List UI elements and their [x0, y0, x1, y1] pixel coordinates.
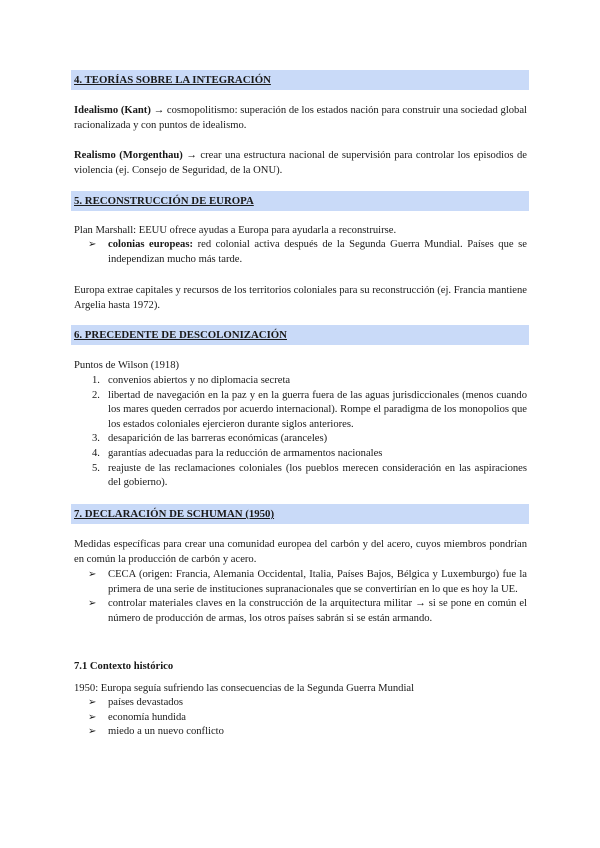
list-text: convenios abiertos y no diplomacia secreta — [108, 375, 291, 386]
list-text: países devastados — [108, 697, 184, 708]
list-text: desaparición de las barreras económicas (aranceles) — [108, 433, 328, 445]
list-text: miedo a un nuevo conflicto — [108, 726, 224, 738]
section-6-heading: 6. PRECEDENTE DE DESCOLONIZACIÓN — [71, 325, 529, 345]
extraction-paragraph: Europa extrae capitales y recursos de los territorios coloniales para su reconstrucción (ej. Francia mantiene Argelia hasta 1972). — [74, 285, 527, 311]
list-text: economía hundida — [108, 711, 186, 723]
colonies-list — [74, 238, 527, 267]
idealism-term: Idealismo (Kant) — [74, 105, 151, 116]
arrow-bullet-icon: ➢ — [88, 726, 97, 738]
idealism-paragraph — [74, 104, 527, 133]
list-text: reajuste de las reclamaciones coloniales (los pueblos merecen consideración en las aspiraciones del gobierno). — [108, 462, 527, 489]
list-text: controlar materiales claves en la construcción de la arquitectura militar → si se pone en común el número de producción de armas, los otros países sabrán si se están armando. — [108, 598, 527, 624]
schuman-bullets — [74, 568, 527, 626]
arrow-bullet-icon: ➢ — [88, 697, 97, 708]
realism-term: Realismo (Morgenthau) — [74, 150, 183, 161]
list-text: libertad de navegación en la paz y en la guerra fuera de las aguas jurisdiccionales (menos cuando los mares queden cerrados por acuerdo internacional). Rompe el paradigma de los monopolios que los estados coloniales ejercieron durante siglos anteriores. — [108, 389, 527, 430]
realism-text: → crear una estructura nacional de supervisión para controlar los episodios de violencia (ej. Consejo de Seguridad, de la ONU). — [74, 150, 527, 176]
schuman-intro: Medidas específicas para crear una comunidad europea del carbón y del acero, cuyos miembros pondrían en común la producción de carbón y acero. — [74, 539, 527, 565]
list-number: 2. — [92, 389, 100, 401]
list-item — [74, 696, 527, 711]
list-item — [74, 597, 527, 626]
realism-paragraph — [74, 149, 527, 178]
section-5-heading: 5. RECONSTRUCCIÓN DE EUROPA — [71, 191, 529, 211]
subsection-7-1-heading: 7.1 Contexto histórico — [74, 661, 174, 672]
list-text: CECA (origen: Francia, Alemania Occidental, Italia, Países Bajos, Bélgica y Luxemburgo) fue la primera de una serie de instituciones supranacionales que se convertirían en lo que es hoy la UE. — [108, 569, 527, 595]
list-item — [74, 568, 527, 597]
section-4-heading: 4. TEORÍAS SOBRE LA INTEGRACIÓN — [71, 70, 529, 90]
list-item — [74, 389, 527, 433]
list-item — [74, 447, 527, 462]
list-number: 4. — [92, 447, 100, 459]
section-7-heading: 7. DECLARACIÓN DE SCHUMAN (1950) — [71, 504, 529, 524]
colonies-term: colonias europeas: — [108, 239, 194, 250]
arrow-bullet-icon: ➢ — [88, 598, 97, 610]
list-item — [74, 374, 527, 389]
list-item — [74, 462, 527, 491]
wilson-intro: Puntos de Wilson (1918) — [74, 360, 180, 371]
list-number: 1. — [92, 375, 100, 386]
arrow-bullet-icon: ➢ — [88, 239, 97, 250]
context-intro: 1950: Europa seguía sufriendo las consecuencias de la Segunda Guerra Mundial — [74, 683, 415, 694]
list-item — [74, 238, 527, 267]
colonies-text: red colonial activa después de la Segunda Guerra Mundial. Países que se independizan mucho más tarde. — [108, 239, 527, 265]
list-item — [74, 711, 527, 726]
wilson-points-list — [74, 374, 527, 491]
context-bullets — [74, 696, 527, 740]
list-item — [74, 725, 527, 740]
idealism-text: → cosmopolitismo: superación de los estados nación para construir una sociedad global racionalizada y con puntos de idealismo. — [74, 105, 527, 131]
arrow-bullet-icon: ➢ — [88, 569, 97, 580]
marshall-paragraph: Plan Marshall: EEUU ofrece ayudas a Europa para ayudarla a reconstruirse. — [74, 225, 397, 236]
list-item — [74, 432, 527, 447]
list-number: 5. — [92, 462, 100, 474]
arrow-bullet-icon: ➢ — [88, 711, 97, 723]
list-text: garantías adecuadas para la reducción de armamentos nacionales — [108, 447, 383, 459]
list-number: 3. — [92, 433, 100, 445]
